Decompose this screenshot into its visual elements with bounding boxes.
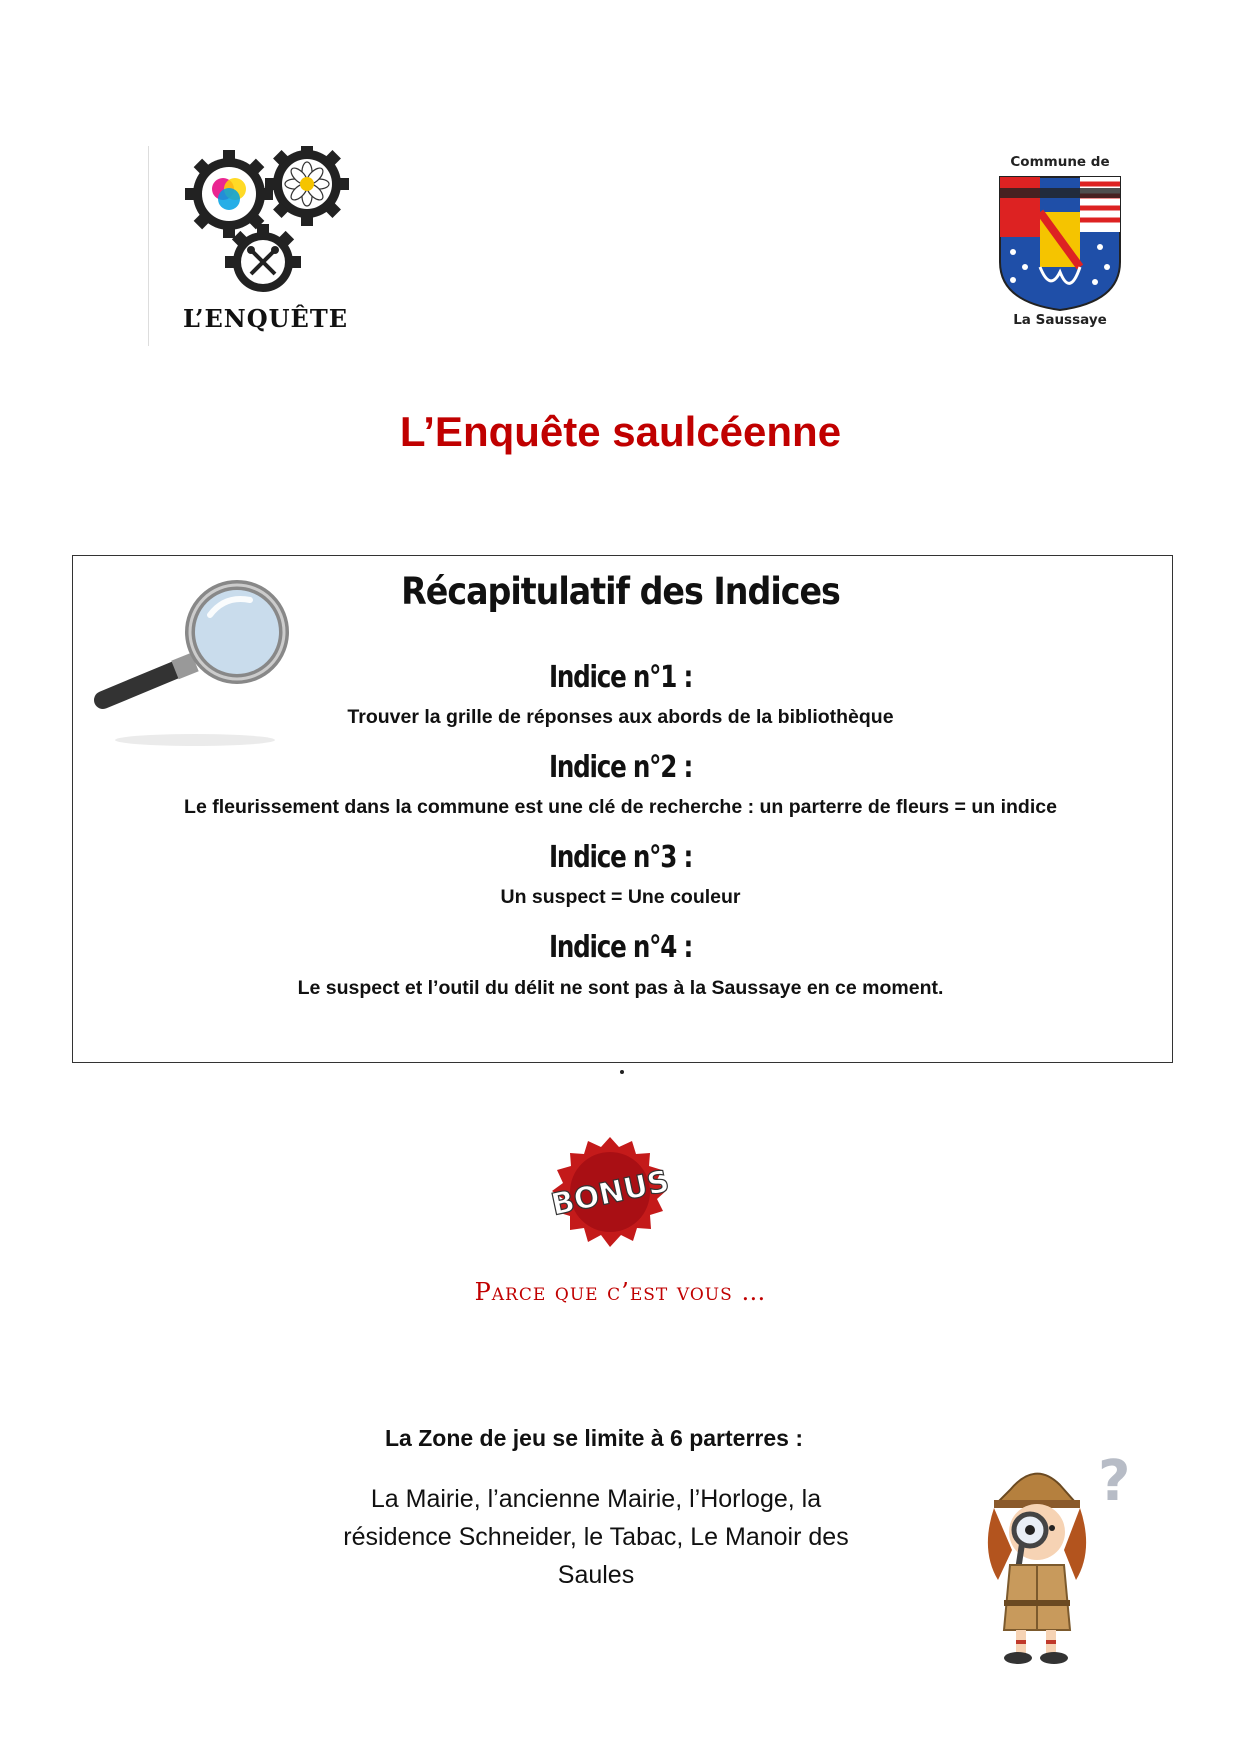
bonus-badge-text: BONUS bbox=[548, 1163, 673, 1224]
svg-text:?: ? bbox=[1098, 1449, 1130, 1514]
enquete-logo-caption: L’ENQUÊTE bbox=[183, 304, 348, 333]
detective-girl-icon bbox=[980, 1440, 1130, 1670]
enquete-logo bbox=[148, 146, 368, 346]
commune-logo bbox=[995, 150, 1130, 330]
zone-title: La Zone de jeu se limite à 6 parterres : bbox=[385, 1425, 803, 1451]
coat-of-arms-icon bbox=[995, 172, 1125, 312]
zone-text: La Mairie, l’ancienne Mairie, l’Horloge, la résidence Schneider, le Tabac, Le Manoir des Saules bbox=[343, 1485, 849, 1589]
page-title-text: L’Enquête saulcéenne bbox=[399, 408, 842, 455]
indice-4-label: Indice n°4 : bbox=[548, 930, 693, 965]
gears-logo-icon bbox=[179, 146, 379, 296]
recap-heading: Récapitulatif des Indices bbox=[401, 570, 840, 613]
indice-2-label: Indice n°2 : bbox=[548, 750, 693, 785]
commune-logo-top: Commune de bbox=[1010, 154, 1110, 170]
indice-3-text: Un suspect = Une couleur bbox=[500, 886, 741, 908]
indice-1-text: Trouver la grille de réponses aux abords de la bibliothèque bbox=[347, 706, 894, 728]
bonus-badge-icon bbox=[545, 1135, 675, 1250]
commune-logo-bottom: La Saussaye bbox=[1013, 312, 1107, 328]
indice-4-text: Le suspect et l’outil du délit ne sont pas à la Saussaye en ce moment. bbox=[297, 977, 944, 999]
indice-2-text: Le fleurissement dans la commune est une clé de recherche : un parterre de fleurs = un indice bbox=[184, 796, 1057, 818]
indice-1-label: Indice n°1 : bbox=[548, 660, 693, 695]
separator-dot bbox=[620, 1070, 624, 1074]
indice-3-label: Indice n°3 : bbox=[548, 840, 693, 875]
page-title bbox=[0, 408, 1241, 456]
bonus-tagline: Parce que c’est vous … bbox=[474, 1278, 767, 1306]
